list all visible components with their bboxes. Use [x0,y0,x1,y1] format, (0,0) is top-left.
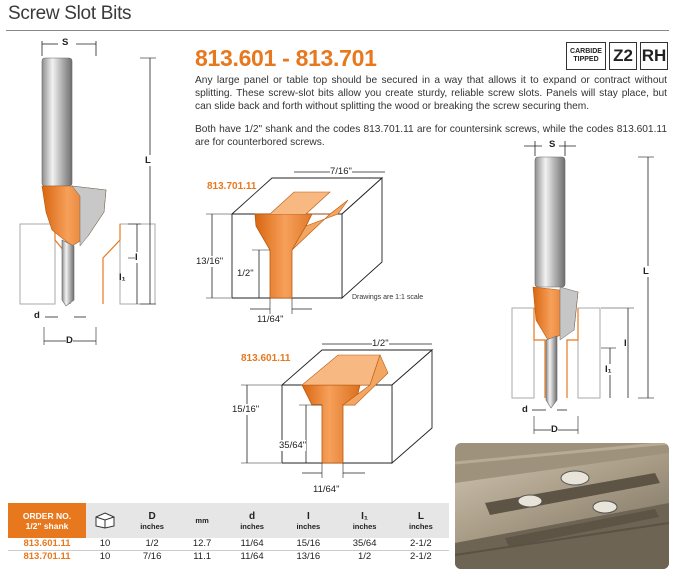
table-row [8,550,449,562]
d-inches: 7/16 [142,550,162,562]
small-d: 11/64 [240,538,264,550]
order-no-header: ORDER NO. 1/2" shank [8,503,86,538]
right-dim-l: L [643,266,649,277]
drawing1-height-dim: 13/16" [196,256,224,267]
tipped-label: TIPPED [573,56,599,63]
drawing1-inner-dim: 1/2" [237,268,254,279]
col-l: L inches [408,510,433,531]
product-photo [455,443,669,569]
drawing-813-701 [206,172,385,314]
quantity-header [86,503,124,538]
z2-badge: Z2 [609,42,637,70]
col-i1: I₁ inches [352,510,377,531]
right-dim-d: d [522,404,528,415]
i-value: 15/16 [296,538,321,550]
i1-value: 35/64 [352,538,377,550]
right-bit-tip [546,336,557,408]
right-dim-i: I [624,338,627,349]
i-value: 13/16 [296,550,321,562]
page-title: Screw Slot Bits [8,3,132,24]
right-dim-s: S [549,139,556,150]
left-bit-drawing [20,41,156,345]
drawing1-code: 813.701.11 [207,181,257,192]
d-mm: 12.7 [192,538,212,550]
col-d-mm: mm [195,516,209,525]
rh-badge: RH [640,42,668,70]
left-dim-s: S [62,37,69,48]
left-dim-l: L [145,155,151,166]
drawing1-top-dim: 7/16" [330,166,352,177]
left-dim-d: d [34,310,40,321]
l-value: 2-1/2 [410,550,432,562]
drawing2-bottom-dim: 11/64" [313,484,340,495]
left-bit-tip [62,240,74,306]
carbide-label: CARBIDE [570,48,602,55]
right-dim-big-d: D [551,424,558,435]
drawing2-top-dim: 1/2" [372,338,389,349]
drawing2-inner-dim: 35/64" [279,440,307,451]
description-paragraph: Any large panel or table top should be secured in a way that allows it to expand or contract without splitting. These screw-slot bits allow you create sturdy, reliable screw slots. Panels will stay place, but can slide back and forth without splitting the wood or breaking the screw securing them. [195,75,667,112]
right-dim-i1: I₁ [605,364,612,375]
shank-note-paragraph: Both have 1/2" shank and the codes 813.701.11 are for countersink screws, while the codes 813.601.11 are for counterbored screws. [195,124,667,148]
spec-table-header [8,503,449,538]
left-dim-i1: I₁ [119,272,126,283]
right-bit-shank [535,157,565,287]
spec-table [8,503,449,562]
col-d-inches: D inches [140,510,164,531]
i1-value: 1/2 [357,550,372,562]
scale-note: Drawings are 1:1 scale [352,294,424,301]
col-small-d: d inches [240,510,264,531]
drawing-813-601 [241,344,432,478]
d-inches: 1/2 [145,538,159,550]
order-code[interactable]: 813.701.11 [23,550,71,562]
l-value: 2-1/2 [410,538,432,550]
d-mm: 11.1 [193,550,211,562]
left-dim-i: I [135,252,138,263]
box-icon [94,511,116,529]
left-dim-big-d: D [66,335,73,346]
quantity: 10 [99,550,111,562]
quantity: 10 [99,538,111,550]
right-bit-drawing [512,141,654,434]
drawing2-code: 813.601.11 [241,353,291,364]
left-bit-shank [42,58,72,186]
order-code[interactable]: 813.601.11 [23,538,71,550]
drawing1-bottom-dim: 11/64" [257,314,284,325]
product-code-range: 813.601 - 813.701 [195,45,377,71]
col-i: I inches [296,510,321,531]
small-d: 11/64 [240,550,264,562]
table-row [8,538,449,550]
drawing2-height-dim: 15/16" [232,404,260,415]
